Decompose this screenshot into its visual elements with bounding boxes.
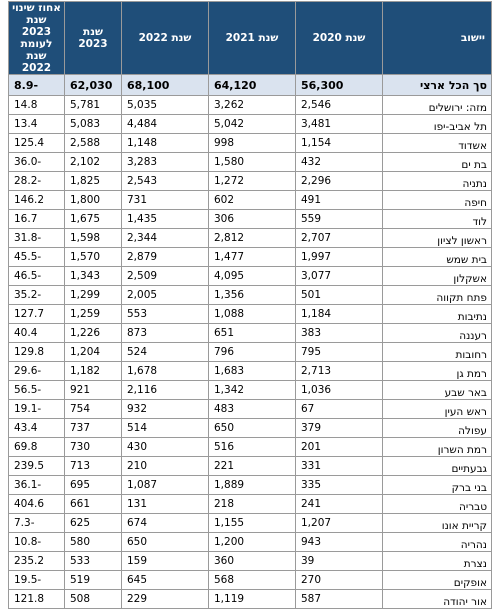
value-2022: 2,344 bbox=[122, 229, 209, 248]
city-cell: בת ים bbox=[383, 153, 492, 172]
city-cell: רמת גן bbox=[383, 362, 492, 381]
city-cell: אופקים bbox=[383, 571, 492, 590]
value-2021: 796 bbox=[209, 343, 296, 362]
change-cell: 127.7 bbox=[9, 305, 65, 324]
city-cell: רמת השרון bbox=[383, 438, 492, 457]
value-2021: 1,155 bbox=[209, 514, 296, 533]
city-cell: נצרת bbox=[383, 552, 492, 571]
value-2023: 1,343 bbox=[65, 267, 122, 286]
value-2023: 1,182 bbox=[65, 362, 122, 381]
table-row bbox=[9, 191, 492, 210]
value-2022: 645 bbox=[122, 571, 209, 590]
value-2021: 1,088 bbox=[209, 305, 296, 324]
table-row bbox=[9, 552, 492, 571]
value-2023: 1,204 bbox=[65, 343, 122, 362]
table-row bbox=[9, 400, 492, 419]
value-2021: 1,119 bbox=[209, 590, 296, 609]
value-2020: 2,707 bbox=[296, 229, 383, 248]
total-2022: 68,100 bbox=[122, 75, 209, 96]
city-cell: עפולה bbox=[383, 419, 492, 438]
value-2022: 1,148 bbox=[122, 134, 209, 153]
value-2022: 932 bbox=[122, 400, 209, 419]
change-cell: 404.6 bbox=[9, 495, 65, 514]
value-2023: 2,588 bbox=[65, 134, 122, 153]
change-cell: 69.8 bbox=[9, 438, 65, 457]
header-2021: שנת 2021 bbox=[209, 2, 296, 75]
value-2023: 1,598 bbox=[65, 229, 122, 248]
table-row bbox=[9, 438, 492, 457]
city-cell: קריית אונו bbox=[383, 514, 492, 533]
housing-table bbox=[8, 1, 492, 609]
total-2020: 56,300 bbox=[296, 75, 383, 96]
change-cell: 129.8 bbox=[9, 343, 65, 362]
value-2021: 5,042 bbox=[209, 115, 296, 134]
value-2020: 3,481 bbox=[296, 115, 383, 134]
value-2021: 1,683 bbox=[209, 362, 296, 381]
value-2020: 241 bbox=[296, 495, 383, 514]
change-cell: -45.5 bbox=[9, 248, 65, 267]
city-cell: נתיבות bbox=[383, 305, 492, 324]
value-2022: 430 bbox=[122, 438, 209, 457]
city-cell: רעננה bbox=[383, 324, 492, 343]
value-2022: 873 bbox=[122, 324, 209, 343]
value-2021: 1,580 bbox=[209, 153, 296, 172]
city-cell: ראשון לציון bbox=[383, 229, 492, 248]
city-cell: טבריה bbox=[383, 495, 492, 514]
value-2022: 210 bbox=[122, 457, 209, 476]
value-2020: 501 bbox=[296, 286, 383, 305]
header-city: יישוב bbox=[383, 2, 492, 75]
value-2022: 2,879 bbox=[122, 248, 209, 267]
value-2023: 737 bbox=[65, 419, 122, 438]
table-row bbox=[9, 96, 492, 115]
value-2022: 1,678 bbox=[122, 362, 209, 381]
value-2021: 568 bbox=[209, 571, 296, 590]
header-row bbox=[9, 2, 492, 75]
value-2020: 1,036 bbox=[296, 381, 383, 400]
value-2023: 1,299 bbox=[65, 286, 122, 305]
city-cell: נהריה bbox=[383, 533, 492, 552]
value-2020: 2,296 bbox=[296, 172, 383, 191]
city-cell: מזה: ירושלים bbox=[383, 96, 492, 115]
value-2022: 524 bbox=[122, 343, 209, 362]
change-cell: -36.0 bbox=[9, 153, 65, 172]
value-2022: 731 bbox=[122, 191, 209, 210]
value-2021: 1,272 bbox=[209, 172, 296, 191]
table-row bbox=[9, 210, 492, 229]
change-cell: -19.5 bbox=[9, 571, 65, 590]
total-city: סך הכל ארצי bbox=[383, 75, 492, 96]
table-row bbox=[9, 324, 492, 343]
value-2023: 730 bbox=[65, 438, 122, 457]
total-change: -8.9 bbox=[9, 75, 65, 96]
value-2021: 218 bbox=[209, 495, 296, 514]
value-2023: 1,259 bbox=[65, 305, 122, 324]
change-cell: -46.5 bbox=[9, 267, 65, 286]
value-2020: 67 bbox=[296, 400, 383, 419]
table-row bbox=[9, 229, 492, 248]
city-cell: פתח תקווה bbox=[383, 286, 492, 305]
value-2020: 201 bbox=[296, 438, 383, 457]
city-cell: תל אביב-יפו bbox=[383, 115, 492, 134]
city-cell: אשדוד bbox=[383, 134, 492, 153]
value-2021: 1,356 bbox=[209, 286, 296, 305]
table-row bbox=[9, 381, 492, 400]
value-2023: 1,675 bbox=[65, 210, 122, 229]
value-2022: 514 bbox=[122, 419, 209, 438]
table-row bbox=[9, 153, 492, 172]
value-2021: 221 bbox=[209, 457, 296, 476]
table-row bbox=[9, 172, 492, 191]
city-cell: בית שמש bbox=[383, 248, 492, 267]
value-2021: 650 bbox=[209, 419, 296, 438]
change-cell: 43.4 bbox=[9, 419, 65, 438]
value-2020: 432 bbox=[296, 153, 383, 172]
value-2023: 921 bbox=[65, 381, 122, 400]
change-cell: -35.2 bbox=[9, 286, 65, 305]
city-cell: אשקלון bbox=[383, 267, 492, 286]
value-2022: 2,543 bbox=[122, 172, 209, 191]
value-2022: 650 bbox=[122, 533, 209, 552]
value-2022: 2,005 bbox=[122, 286, 209, 305]
change-cell: -56.5 bbox=[9, 381, 65, 400]
value-2021: 998 bbox=[209, 134, 296, 153]
table-row bbox=[9, 590, 492, 609]
change-cell: -10.8 bbox=[9, 533, 65, 552]
value-2020: 587 bbox=[296, 590, 383, 609]
table-row bbox=[9, 476, 492, 495]
value-2020: 1,997 bbox=[296, 248, 383, 267]
value-2022: 5,035 bbox=[122, 96, 209, 115]
value-2021: 306 bbox=[209, 210, 296, 229]
city-cell: אור יהודה bbox=[383, 590, 492, 609]
value-2023: 1,800 bbox=[65, 191, 122, 210]
change-cell: 40.4 bbox=[9, 324, 65, 343]
change-cell: -36.1 bbox=[9, 476, 65, 495]
table-row bbox=[9, 514, 492, 533]
table-row bbox=[9, 571, 492, 590]
city-cell: גבעתיים bbox=[383, 457, 492, 476]
value-2022: 1,435 bbox=[122, 210, 209, 229]
value-2021: 1,200 bbox=[209, 533, 296, 552]
value-2021: 1,342 bbox=[209, 381, 296, 400]
change-cell: -29.6 bbox=[9, 362, 65, 381]
change-cell: 235.2 bbox=[9, 552, 65, 571]
value-2021: 4,095 bbox=[209, 267, 296, 286]
table-row bbox=[9, 495, 492, 514]
table-row bbox=[9, 248, 492, 267]
value-2020: 270 bbox=[296, 571, 383, 590]
change-cell: -31.8 bbox=[9, 229, 65, 248]
total-2023: 62,030 bbox=[65, 75, 122, 96]
table-row bbox=[9, 286, 492, 305]
value-2022: 3,283 bbox=[122, 153, 209, 172]
change-cell: 239.5 bbox=[9, 457, 65, 476]
value-2021: 651 bbox=[209, 324, 296, 343]
value-2022: 4,484 bbox=[122, 115, 209, 134]
city-cell: חיפה bbox=[383, 191, 492, 210]
value-2023: 1,226 bbox=[65, 324, 122, 343]
change-cell: 121.8 bbox=[9, 590, 65, 609]
value-2023: 2,102 bbox=[65, 153, 122, 172]
table-row bbox=[9, 267, 492, 286]
city-cell: רחובות bbox=[383, 343, 492, 362]
value-2023: 519 bbox=[65, 571, 122, 590]
value-2022: 553 bbox=[122, 305, 209, 324]
value-2021: 1,889 bbox=[209, 476, 296, 495]
value-2022: 2,509 bbox=[122, 267, 209, 286]
value-2020: 39 bbox=[296, 552, 383, 571]
header-2020: שנת 2020 bbox=[296, 2, 383, 75]
table-row bbox=[9, 343, 492, 362]
change-cell: -28.2 bbox=[9, 172, 65, 191]
value-2023: 508 bbox=[65, 590, 122, 609]
value-2023: 1,570 bbox=[65, 248, 122, 267]
value-2022: 1,087 bbox=[122, 476, 209, 495]
value-2020: 2,713 bbox=[296, 362, 383, 381]
value-2023: 1,825 bbox=[65, 172, 122, 191]
value-2020: 491 bbox=[296, 191, 383, 210]
table-row bbox=[9, 533, 492, 552]
value-2023: 661 bbox=[65, 495, 122, 514]
value-2020: 335 bbox=[296, 476, 383, 495]
value-2020: 1,184 bbox=[296, 305, 383, 324]
value-2023: 754 bbox=[65, 400, 122, 419]
housing-table-container bbox=[8, 1, 491, 609]
table-row bbox=[9, 419, 492, 438]
header-2023: שנת 2023 bbox=[65, 2, 122, 75]
total-row bbox=[9, 75, 492, 96]
value-2022: 674 bbox=[122, 514, 209, 533]
value-2023: 625 bbox=[65, 514, 122, 533]
table-row bbox=[9, 305, 492, 324]
value-2020: 795 bbox=[296, 343, 383, 362]
header-2022: שנת 2022 bbox=[122, 2, 209, 75]
change-cell: -7.3 bbox=[9, 514, 65, 533]
value-2023: 5,781 bbox=[65, 96, 122, 115]
change-cell: -19.1 bbox=[9, 400, 65, 419]
change-cell: 16.7 bbox=[9, 210, 65, 229]
value-2023: 580 bbox=[65, 533, 122, 552]
value-2021: 360 bbox=[209, 552, 296, 571]
value-2020: 943 bbox=[296, 533, 383, 552]
value-2023: 713 bbox=[65, 457, 122, 476]
value-2023: 695 bbox=[65, 476, 122, 495]
city-cell: באר שבע bbox=[383, 381, 492, 400]
header-change: אחוז שינוי שנת 2023 לעומת שנת 2022 bbox=[9, 2, 65, 75]
value-2021: 483 bbox=[209, 400, 296, 419]
city-cell: לוד bbox=[383, 210, 492, 229]
value-2021: 516 bbox=[209, 438, 296, 457]
value-2020: 1,154 bbox=[296, 134, 383, 153]
value-2021: 1,477 bbox=[209, 248, 296, 267]
change-cell: 13.4 bbox=[9, 115, 65, 134]
value-2022: 229 bbox=[122, 590, 209, 609]
table-row bbox=[9, 134, 492, 153]
value-2021: 602 bbox=[209, 191, 296, 210]
value-2020: 331 bbox=[296, 457, 383, 476]
total-2021: 64,120 bbox=[209, 75, 296, 96]
value-2020: 3,077 bbox=[296, 267, 383, 286]
value-2023: 5,083 bbox=[65, 115, 122, 134]
table-row bbox=[9, 115, 492, 134]
value-2020: 559 bbox=[296, 210, 383, 229]
city-cell: ראש העין bbox=[383, 400, 492, 419]
table-row bbox=[9, 457, 492, 476]
change-cell: 146.2 bbox=[9, 191, 65, 210]
value-2023: 533 bbox=[65, 552, 122, 571]
value-2020: 379 bbox=[296, 419, 383, 438]
value-2022: 131 bbox=[122, 495, 209, 514]
change-cell: 125.4 bbox=[9, 134, 65, 153]
change-cell: 14.8 bbox=[9, 96, 65, 115]
value-2020: 1,207 bbox=[296, 514, 383, 533]
value-2022: 159 bbox=[122, 552, 209, 571]
value-2020: 2,546 bbox=[296, 96, 383, 115]
value-2022: 2,116 bbox=[122, 381, 209, 400]
city-cell: בני ברק bbox=[383, 476, 492, 495]
city-cell: נתניה bbox=[383, 172, 492, 191]
value-2021: 3,262 bbox=[209, 96, 296, 115]
value-2021: 2,812 bbox=[209, 229, 296, 248]
value-2020: 383 bbox=[296, 324, 383, 343]
table-row bbox=[9, 362, 492, 381]
